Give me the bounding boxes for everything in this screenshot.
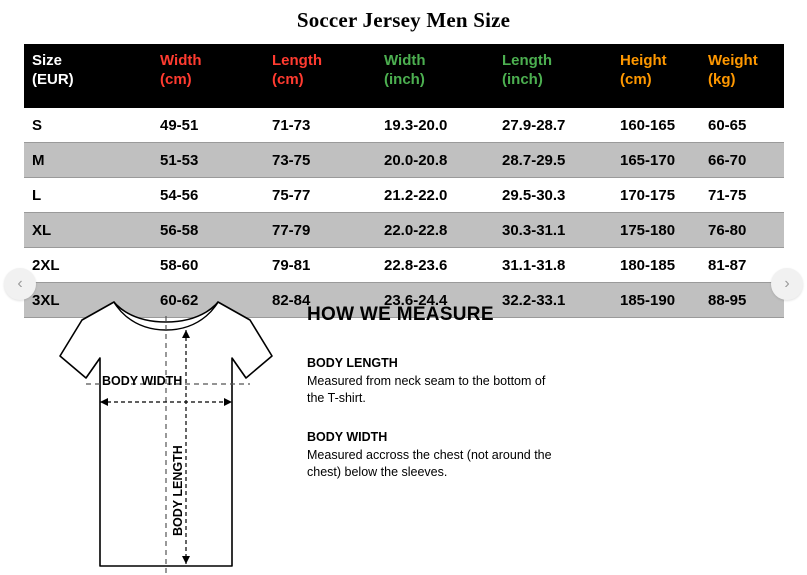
column-header-height-cm [612,44,700,108]
cell-length-cm: 82-84 [264,283,376,318]
cell-width-cm: 56-58 [152,213,264,248]
column-header-size [24,44,152,108]
table-header-row [24,44,784,108]
cell-width-inch: 20.0-20.8 [376,143,494,178]
tshirt-diagram [36,286,296,575]
cell-weight-kg: 71-75 [700,178,784,213]
cell-width-inch: 19.3-20.0 [376,108,494,143]
column-header-width-cm [152,44,264,108]
column-header-width-inch-line1: Width [384,52,426,69]
cell-length-inch: 29.5-30.3 [494,178,612,213]
cell-weight-kg: 60-65 [700,108,784,143]
cell-size: M [24,143,152,178]
cell-weight-kg: 76-80 [700,213,784,248]
column-header-size-line2: (EUR) [32,70,74,88]
carousel-next-icon[interactable]: › [771,268,803,300]
body-width-label: BODY WIDTH [102,374,183,388]
cell-weight-kg: 88-95 [700,283,784,318]
table-row [24,248,784,283]
cell-width-inch: 23.6-24.4 [376,283,494,318]
how-we-measure-heading: HOW WE MEASURE [307,304,494,325]
column-header-width-cm-line1: Width [160,52,202,69]
cell-length-inch: 31.1-31.8 [494,248,612,283]
body-length-info-text: Measured from neck seam to the bottom of the T-shirt. [307,374,546,405]
column-header-length-inch-line1: Length [502,52,552,69]
cell-length-cm: 71-73 [264,108,376,143]
cell-height-cm: 175-180 [612,213,700,248]
cell-width-cm: 60-62 [152,283,264,318]
column-header-length-inch [494,44,612,108]
cell-size: XL [24,213,152,248]
cell-width-cm: 49-51 [152,108,264,143]
cell-height-cm: 185-190 [612,283,700,318]
column-header-weight-kg-line1: Weight [708,52,758,69]
cell-height-cm: 180-185 [612,248,700,283]
cell-width-inch: 21.2-22.0 [376,178,494,213]
cell-length-cm: 75-77 [264,178,376,213]
column-header-weight-kg-line2: (kg) [708,70,736,88]
table-row [24,213,784,248]
column-header-length-cm-line1: Length [272,52,322,69]
column-header-width-inch [376,44,494,108]
body-length-label: BODY LENGTH [171,445,185,536]
column-header-weight-kg [700,44,784,108]
cell-height-cm: 170-175 [612,178,700,213]
column-header-height-cm-line2: (cm) [620,70,652,88]
cell-length-cm: 77-79 [264,213,376,248]
cell-length-cm: 73-75 [264,143,376,178]
column-header-length-cm [264,44,376,108]
cell-width-inch: 22.8-23.6 [376,248,494,283]
column-header-size-line1: Size [32,52,63,69]
cell-length-inch: 30.3-31.1 [494,213,612,248]
cell-length-inch: 27.9-28.7 [494,108,612,143]
body-length-info [307,356,557,407]
body-width-info [307,430,557,481]
cell-size: 3XL [24,283,152,318]
cell-weight-kg: 81-87 [700,248,784,283]
cell-length-inch: 28.7-29.5 [494,143,612,178]
table-row [24,108,784,143]
cell-height-cm: 165-170 [612,143,700,178]
column-header-length-cm-line2: (cm) [272,70,304,88]
cell-height-cm: 160-165 [612,108,700,143]
how-we-measure-section [0,286,807,575]
cell-width-cm: 58-60 [152,248,264,283]
body-length-info-title: BODY LENGTH [307,356,398,370]
table-row [24,178,784,213]
cell-weight-kg: 66-70 [700,143,784,178]
column-header-width-inch-line2: (inch) [384,70,425,88]
column-header-height-cm-line1: Height [620,52,667,69]
cell-width-inch: 22.0-22.8 [376,213,494,248]
page-title: Soccer Jersey Men Size [296,8,511,32]
cell-size: L [24,178,152,213]
body-width-info-text: Measured accross the chest (not around the chest) below the sleeves. [307,448,552,479]
body-width-info-title: BODY WIDTH [307,430,388,444]
table-row [24,143,784,178]
carousel-prev-icon[interactable]: ‹ [4,268,36,300]
cell-size: 2XL [24,248,152,283]
cell-width-cm: 51-53 [152,143,264,178]
cell-width-cm: 54-56 [152,178,264,213]
column-header-width-cm-line2: (cm) [160,70,192,88]
cell-size: S [24,108,152,143]
size-chart-table [24,44,784,318]
column-header-length-inch-line2: (inch) [502,70,543,88]
cell-length-cm: 79-81 [264,248,376,283]
cell-length-inch: 32.2-33.1 [494,283,612,318]
